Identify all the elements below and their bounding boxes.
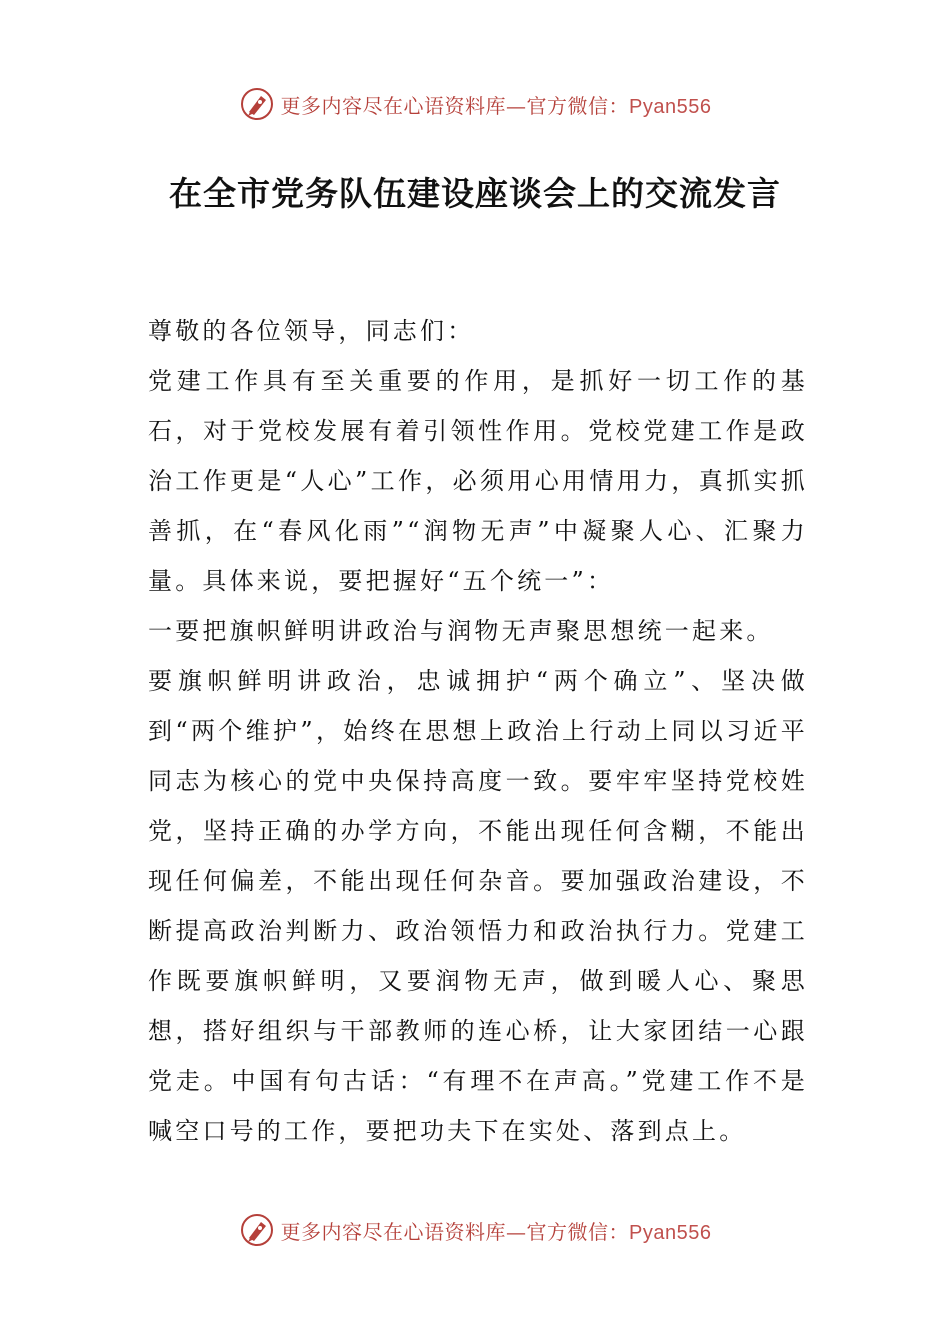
salutation-paragraph: 尊敬的各位领导，同志们： <box>148 317 475 345</box>
watermark-main-text: 更多内容尽在心语资料库 <box>280 1219 507 1244</box>
section-heading-paragraph: 一要把旗帜鲜明讲政治与润物无声聚思想统一起来。 <box>148 617 774 645</box>
watermark-text <box>281 1216 712 1245</box>
watermark-banner-top <box>0 82 950 126</box>
watermark-wechat-label: 官方微信： <box>526 93 630 118</box>
watermark-wechat-id: Pyan556 <box>629 1221 712 1244</box>
pen-nib-logo-icon <box>239 86 275 122</box>
watermark-text <box>281 90 712 119</box>
body-paragraph: 要旗帜鲜明讲政治，忠诚拥护“两个确立”、坚决做到“两个维护”，始终在思想上政治上行动上同以习近平同志为核心的党中央保持高度一致。要牢牢坚持党校姓党，坚持正确的办学方向，不能出现任何含糊，不能出现任何偏差，不能出现任何杂音。要加强政治建设，不断提高政治判断力、政治领悟力和政治执行力。党建工作既要旗帜鲜明，又要润物无声，做到暖人心、聚思想，搭好组织与干部教师的连心桥，让大家团结一心跟党走。中国有句古话：“有理不在声高。”党建工作不是喊空口号的工作，要把功夫下在实处、落到点上。 <box>148 667 808 1145</box>
pen-nib-logo-icon <box>239 1212 275 1248</box>
watermark-banner-bottom <box>0 1208 950 1252</box>
watermark-separator: — <box>506 1219 527 1244</box>
document-body <box>148 306 808 1156</box>
document-title: 在全市党务队伍建设座谈会上的交流发言 <box>169 174 781 213</box>
watermark-wechat-id: Pyan556 <box>629 95 712 118</box>
body-paragraph: 党建工作具有至关重要的作用，是抓好一切工作的基石，对于党校发展有着引领性作用。党校党建工作是政治工作更是“人心”工作，必须用心用情用力，真抓实抓善抓，在“春风化雨”“润物无声”中凝聚人心、汇聚力量。具体来说，要把握好“五个统一”： <box>148 367 808 595</box>
watermark-main-text: 更多内容尽在心语资料库 <box>280 93 507 118</box>
watermark-wechat-label: 官方微信： <box>526 1219 630 1244</box>
watermark-separator: — <box>506 93 527 118</box>
